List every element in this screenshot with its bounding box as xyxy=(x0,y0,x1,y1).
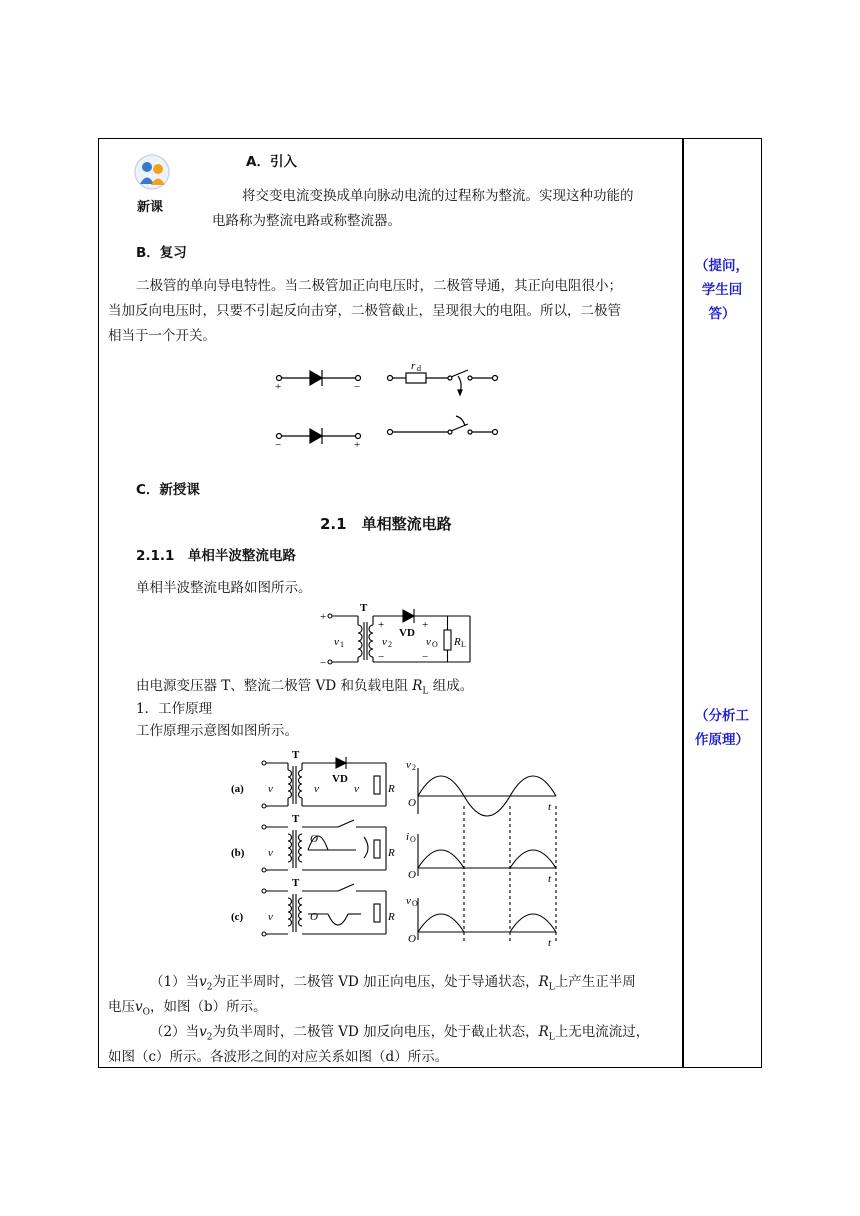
logo-label: 新课 xyxy=(137,200,164,215)
new-lesson-heading: C．新授课 xyxy=(136,482,200,498)
svg-text:O: O xyxy=(408,797,416,809)
working-principle-figure xyxy=(226,748,566,948)
svg-text:v: v xyxy=(314,783,319,795)
svg-text:t: t xyxy=(548,801,552,813)
svg-text:T: T xyxy=(292,813,300,825)
subsection-title: 2.1.1 单相半波整流电路 xyxy=(136,548,296,564)
rd-label: r xyxy=(411,360,416,372)
svg-text:R: R xyxy=(388,847,395,859)
svg-text:v: v xyxy=(426,636,431,648)
svg-text:O: O xyxy=(408,933,416,945)
review-line-1: 二极管的单向导电特性。当二极管加正向电压时，二极管导通，其正向电阻很小； xyxy=(136,278,622,294)
svg-text:v: v xyxy=(268,911,273,923)
svg-text:v: v xyxy=(382,636,387,648)
principle-intro: 工作原理示意图如图所示。 xyxy=(136,723,298,739)
svg-text:T: T xyxy=(292,749,300,761)
svg-text:+: + xyxy=(320,611,327,623)
svg-text:(a): (a) xyxy=(231,783,244,795)
svg-text:O: O xyxy=(408,869,416,881)
svg-text:2: 2 xyxy=(412,763,416,772)
svg-text:−: − xyxy=(378,651,385,663)
svg-text:T: T xyxy=(292,877,300,889)
svg-text:O: O xyxy=(310,833,318,845)
side-note-question: （提问， 学生回 答） xyxy=(695,258,749,322)
svg-text:−: − xyxy=(320,657,327,669)
svg-text:VD: VD xyxy=(399,627,415,639)
svg-text:t: t xyxy=(548,937,552,948)
svg-text:O: O xyxy=(410,835,416,844)
svg-text:R: R xyxy=(388,911,395,923)
diode-switch-figure xyxy=(270,356,510,456)
half-wave-intro: 单相半波整流电路如图所示。 xyxy=(136,580,312,596)
svg-text:(c): (c) xyxy=(231,911,244,923)
intro-line-2: 电路称为整流电路或称整流器。 xyxy=(212,213,401,229)
svg-text:v: v xyxy=(406,895,411,907)
review-line-2: 当加反向电压时，只要不引起反向击穿，二极管截止，呈现很大的电阻。所以，二极管 xyxy=(108,303,621,319)
principle-heading: 1．工作原理 xyxy=(136,701,213,717)
plus-sign-top: + xyxy=(275,381,282,393)
composition-text: 由电源变压器 T、整流二极管 VD 和负载电阻 $R_L$ 组成。 xyxy=(136,678,474,697)
svg-text:2: 2 xyxy=(388,640,392,649)
svg-text:−: − xyxy=(422,651,429,663)
svg-text:+: + xyxy=(422,619,429,631)
minus-sign-bottom: − xyxy=(275,439,282,451)
svg-text:v: v xyxy=(268,783,273,795)
para1-line-2: 电压$v_O$，如图（b）所示。 xyxy=(108,999,267,1018)
svg-text:v: v xyxy=(354,783,359,795)
minus-sign-top: − xyxy=(354,381,361,393)
svg-text:R: R xyxy=(454,636,461,648)
svg-text:L: L xyxy=(461,640,466,649)
svg-text:v: v xyxy=(406,759,411,771)
svg-text:i: i xyxy=(406,831,410,843)
svg-text:T: T xyxy=(360,602,368,614)
svg-text:R: R xyxy=(388,783,395,795)
intro-heading: A．引入 xyxy=(246,154,297,170)
svg-text:VD: VD xyxy=(332,773,348,785)
svg-text:t: t xyxy=(548,873,552,885)
svg-text:1: 1 xyxy=(340,640,344,649)
svg-text:O: O xyxy=(310,911,318,923)
plus-sign-bottom: + xyxy=(354,439,361,451)
half-wave-circuit-figure xyxy=(310,600,480,670)
side-note-analysis: （分析工 作原理） xyxy=(695,708,749,748)
svg-text:+: + xyxy=(378,619,385,631)
section-title: 2.1 单相整流电路 xyxy=(320,515,452,533)
lesson-logo-icon xyxy=(134,154,170,190)
para1-line-1: （1）当$v_2$为正半周时，二极管 VD 加正向电压，处于导通状态，$R_L$上产生正半周 xyxy=(150,974,636,993)
svg-text:v: v xyxy=(334,636,339,648)
para2-line-2: 如图（c）所示。各波形之间的对应关系如图（d）所示。 xyxy=(108,1049,449,1065)
svg-text:(b): (b) xyxy=(231,847,245,859)
svg-text:O: O xyxy=(412,899,418,908)
svg-text:v: v xyxy=(268,847,273,859)
intro-line-1: 将交变电流变换成单向脉动电流的过程称为整流。实现这种功能的 xyxy=(242,188,634,204)
para2-line-1: （2）当$v_2$为负半周时，二极管 VD 加反向电压，处于截止状态，$R_L$上无电流流过， xyxy=(150,1024,650,1043)
review-line-3: 相当于一个开关。 xyxy=(108,328,216,344)
svg-text:O: O xyxy=(432,640,438,649)
rd-sub: d xyxy=(417,364,421,373)
review-heading: B．复习 xyxy=(136,245,187,261)
